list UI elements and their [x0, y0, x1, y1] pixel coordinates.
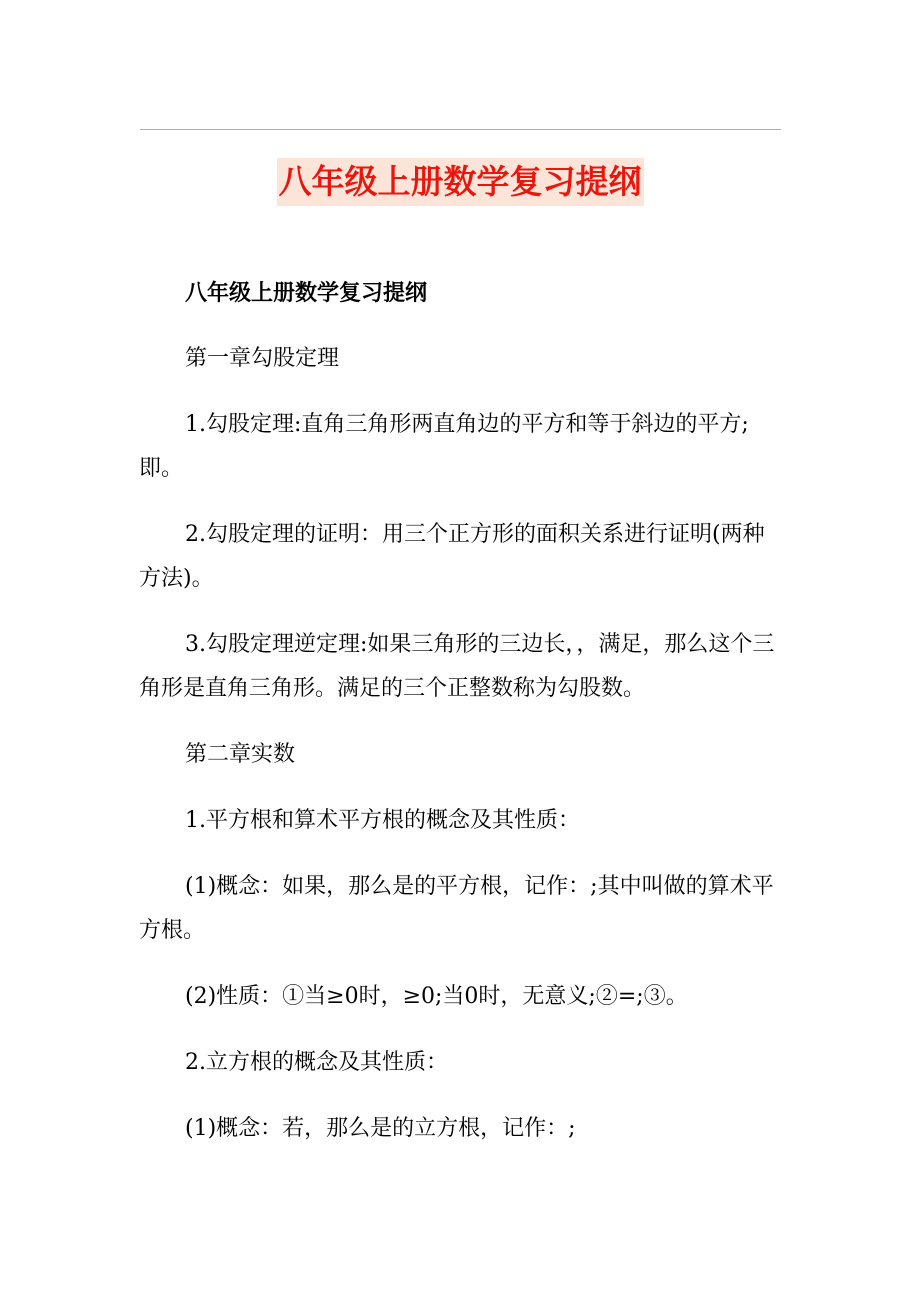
document-title: 八年级上册数学复习提纲 [277, 158, 644, 206]
title-container [0, 158, 920, 206]
paragraph: 1.勾股定理:直角三角形两直角边的平方和等于斜边的平方;即。 [139, 412, 749, 481]
body-heading: 八年级上册数学复习提纲 [185, 280, 428, 306]
paragraph: (2)性质：①当≥0时，≥0;当0时，无意义;②=;③。 [185, 984, 688, 1009]
paragraph: (1)概念：如果，那么是的平方根，记作：;其中叫做的算术平方根。 [139, 874, 774, 943]
chapter-1-heading: 第一章勾股定理 [185, 346, 340, 371]
paragraph: 1.平方根和算术平方根的概念及其性质： [185, 808, 580, 833]
paragraph: (1)概念：若，那么是的立方根，记作：; [185, 1116, 576, 1141]
paragraph: 3.勾股定理逆定理:如果三角形的三边长，，满足，那么这个三角形是直角三角形。满足的三个正整数称为勾股数。 [139, 632, 775, 701]
paragraph: 2.立方根的概念及其性质： [185, 1050, 448, 1075]
header-rule [140, 129, 781, 130]
document-body [139, 271, 779, 1173]
paragraph: 2.勾股定理的证明：用三个正方形的面积关系进行证明(两种方法)。 [139, 522, 765, 591]
chapter-2-heading: 第二章实数 [185, 742, 296, 767]
